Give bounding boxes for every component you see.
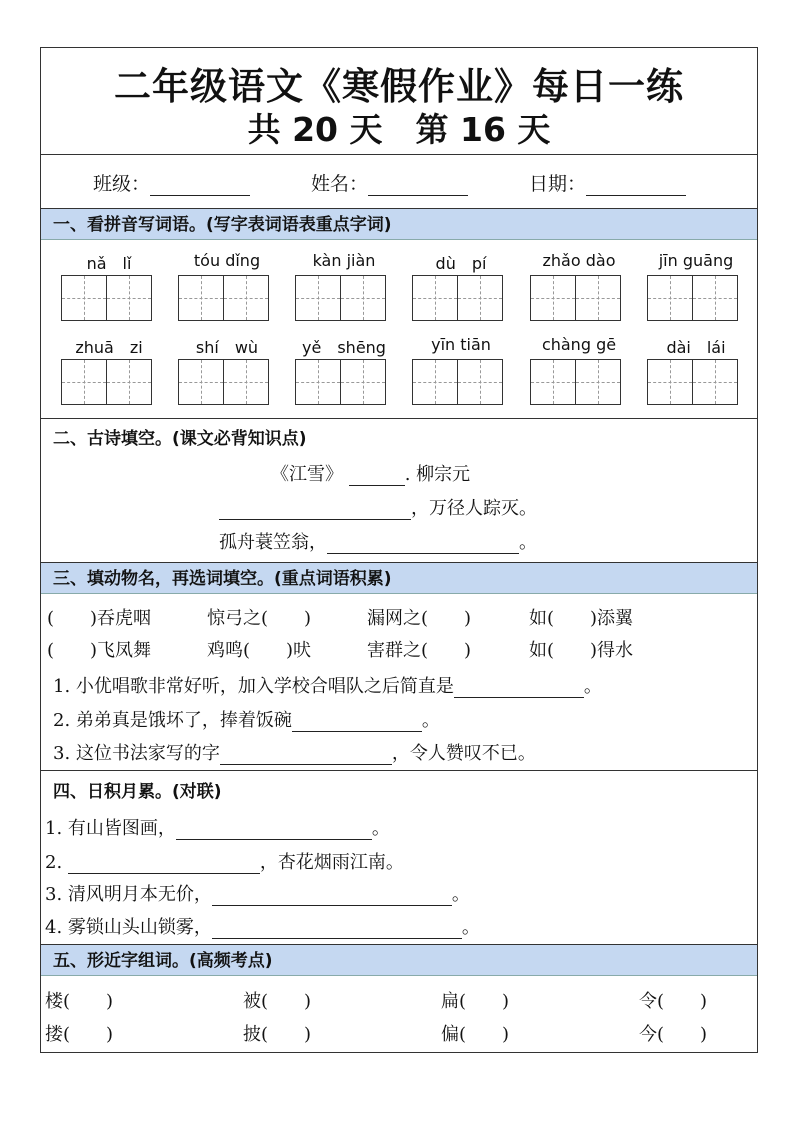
question-text: 。 [421,710,440,731]
word-item: 今( ) [639,1024,708,1045]
poem-text: 。 [519,532,537,553]
pinyin: jīn guāng [658,251,734,270]
question-text: 2. [45,852,63,873]
poem-line-2 [219,494,537,520]
writing-grid[interactable] [61,359,150,405]
fill-question [53,672,602,698]
couplet-question [45,880,470,906]
date-input[interactable] [586,175,686,196]
couplet-question [45,848,404,874]
pinyin: yīn tiān [431,335,491,354]
worksheet-subtitle: 共 20 天 第 16 天 [247,110,551,149]
writing-grid[interactable] [412,275,501,321]
idiom-item: 惊弓之( ) [207,608,312,629]
answer-blank[interactable] [212,920,462,939]
section2-heading: 二、古诗填空。(课文必背知识点) [53,429,307,449]
question-text: 3. 这位书法家写的字 [53,743,220,764]
section4-heading: 四、日积月累。(对联) [53,782,222,802]
couplet-question [45,814,390,840]
answer-blank[interactable] [68,855,260,874]
question-text: 4. 雾锁山头山锁雾， [45,917,212,938]
pinyin: kàn jiàn [312,251,376,270]
writing-grid[interactable] [530,359,619,405]
poem-author: . 柳宗元 [404,464,471,485]
question-text: 。 [583,676,602,697]
name-label: 姓名： [311,173,369,195]
name-field [311,169,468,196]
poem-text: 孤舟蓑笠翁， [219,532,327,553]
fill-question [53,739,536,765]
poem-line-1 [271,460,470,486]
pinyin: chàng gē [541,335,617,354]
poem-line-3 [219,528,537,554]
answer-blank[interactable] [212,887,452,906]
writing-grid[interactable] [178,359,267,405]
writing-grid[interactable] [647,359,736,405]
word-item: 搂( ) [45,1024,114,1045]
question-text: 。 [461,917,480,938]
section-divider [41,770,757,771]
pinyin: dù pí [435,254,487,273]
idiom-item: 害群之( ) [367,640,472,661]
question-text: 。 [451,884,470,905]
question-text: 1. 有山皆图画， [45,818,176,839]
writing-grid[interactable] [412,359,501,405]
section3-heading: 三、填动物名，再选词填空。(重点词语积累) [41,562,757,594]
question-text: 2. 弟弟真是饿坏了，捧着饭碗 [53,710,292,731]
pinyin: tóu dǐng [193,251,261,270]
class-label: 班级： [93,173,151,195]
pinyin: nǎ lǐ [86,254,132,273]
couplet-question [45,913,480,939]
poem-title: 《江雪》 [271,464,343,485]
answer-blank[interactable] [220,746,392,765]
class-field [93,169,250,196]
name-input[interactable] [368,175,468,196]
question-text: ，杏花烟雨江南。 [259,852,404,873]
idiom-item: 如( )得水 [529,640,634,661]
idiom-item: ( )飞凤舞 [47,640,152,661]
word-item: 令( ) [639,991,708,1012]
idiom-item: 漏网之( ) [367,608,472,629]
writing-grid[interactable] [295,359,384,405]
pinyin: zhuā zi [75,338,143,357]
answer-blank[interactable] [454,679,584,698]
word-item: 被( ) [243,991,312,1012]
writing-grid[interactable] [178,275,267,321]
section5-heading: 五、形近字组词。(高频考点) [41,944,757,976]
poem-blank[interactable] [327,535,519,554]
date-label: 日期： [529,173,587,195]
student-info [41,154,757,208]
question-text: 3. 清风明月本无价， [45,884,212,905]
class-input[interactable] [150,175,250,196]
poem-blank[interactable] [219,501,411,520]
writing-grid[interactable] [295,275,384,321]
poem-blank[interactable] [349,467,405,486]
pinyin: dài lái [666,338,726,357]
word-item: 楼( ) [45,991,114,1012]
word-item: 偏( ) [441,1024,510,1045]
question-text: 。 [371,818,390,839]
section1-heading: 一、看拼音写词语。(写字表词语表重点字词) [41,208,757,240]
poem-text: ，万径人踪灭。 [411,498,537,519]
pinyin: yě shēng [302,338,386,357]
writing-grid[interactable] [61,275,150,321]
worksheet-title: 二年级语文《寒假作业》每日一练 [114,65,684,108]
worksheet [40,47,758,1053]
date-field [529,169,686,196]
word-item: 扁( ) [441,991,510,1012]
idiom-item: ( )吞虎咽 [47,608,152,629]
answer-blank[interactable] [176,821,372,840]
pinyin: shí wù [195,338,259,357]
writing-grid[interactable] [530,275,619,321]
word-item: 披( ) [243,1024,312,1045]
idiom-item: 如( )添翼 [529,608,634,629]
fill-question [53,706,440,732]
writing-grid[interactable] [647,275,736,321]
answer-blank[interactable] [292,713,422,732]
question-text: ，令人赞叹不已。 [391,743,536,764]
title-box [41,48,757,155]
idiom-item: 鸡鸣( )吠 [207,640,312,661]
section-divider [41,418,757,419]
pinyin: zhǎo dào [542,251,616,270]
question-text: 1. 小优唱歌非常好听，加入学校合唱队之后简直是 [53,676,454,697]
